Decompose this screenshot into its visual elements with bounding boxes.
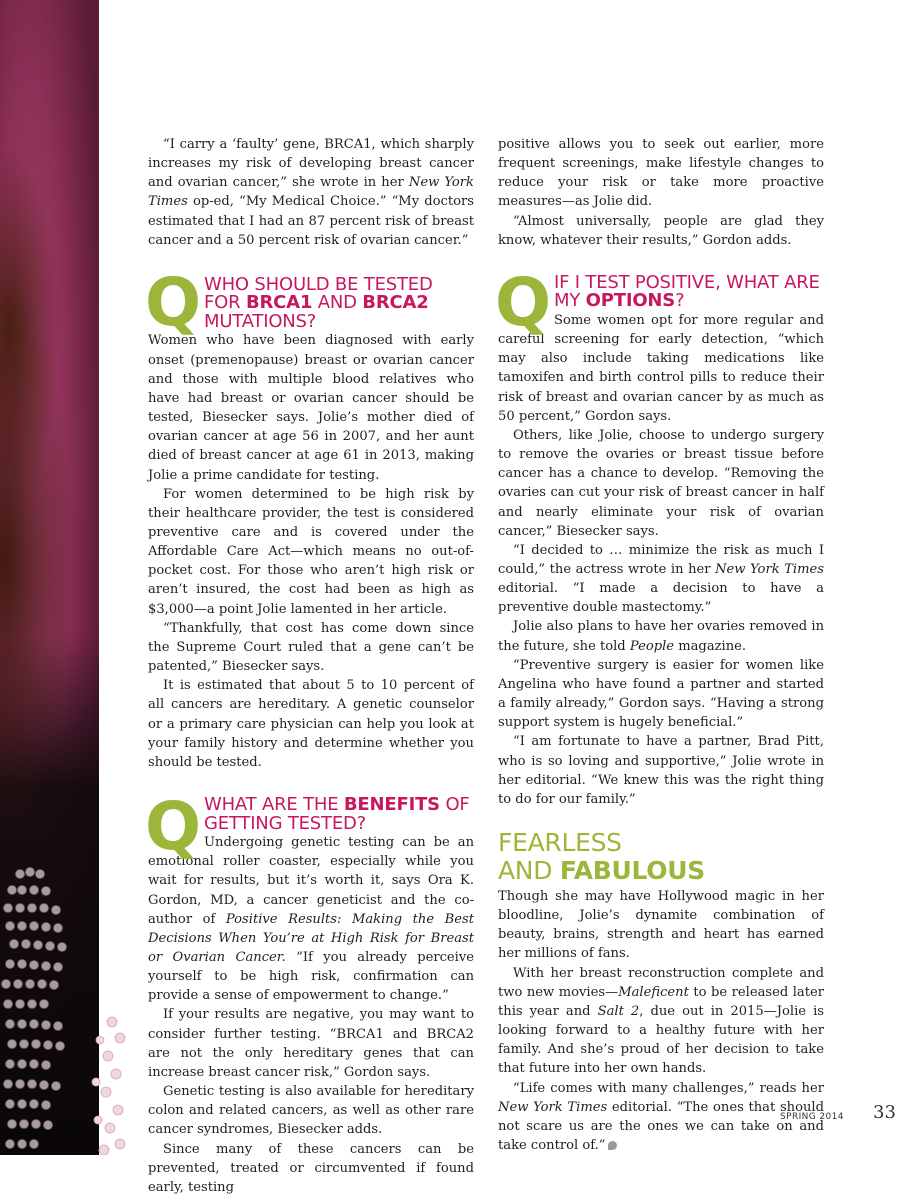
section-heading-fearless: FEARLESS AND FABULOUS	[498, 828, 705, 885]
dna-strand-graphic	[0, 860, 140, 1155]
body-paragraph: Some women opt for more regular and careful screening for early detection, “which may also include taking medications like tamoxifen and birth control pills to reduce their risk of breast and ovarian cancer by as much as 50 percent,” Gordon says.	[498, 312, 824, 424]
q-letter-icon: Q	[145, 263, 202, 341]
question-heading-who-should-be-tested: Q WHO SHOULD BE TESTED FOR BRCA1 AND BRCA2 MUTATIONS?	[145, 263, 433, 341]
page-number: 33	[873, 1102, 896, 1123]
body-paragraph: “Almost universally, people are glad they know, whatever their results,” Gordon adds.	[498, 213, 824, 248]
body-paragraph: “I carry a ‘faulty’ gene, BRCA1, which sharply increases my risk of developing breast cancer and ovarian cancer,” she wrote in her New York Times op-ed, “My Medical Choice.” “My doctors estimated that I had an 87 percent risk of breast cancer and a 50 percent risk of ovarian cancer.”	[148, 137, 474, 248]
left-column	[145, 135, 475, 1197]
question-heading-options: Q IF I TEST POSITIVE, WHAT ARE MY OPTIONS?	[495, 263, 820, 341]
body-paragraph: Others, like Jolie, choose to undergo surgery to remove the ovaries or breast tissue before cancer has a chance to develop. “Removing the ovaries can cut your risk of breast cancer in half and nearly eliminate your risk of ovarian cancer,” Biesecker says.	[498, 427, 824, 539]
body-paragraph: Women who have been diagnosed with early onset (premenopause) breast or ovarian cancer and those with multiple blood relatives who have had breast or ovarian cancer should be tested, Biesecker says. Jolie’s mother died of ovarian cancer at age 56 in 2007, and her aunt died of breast cancer at age 61 in 2013, making Jolie a prime candidate for testing.	[148, 333, 474, 483]
question-heading-benefits: Q WHAT ARE THE BENEFITS OF GETTING TESTED?	[145, 788, 470, 866]
body-paragraph: “Preventive surgery is easier for women like Angelina who have found a partner and started a family already,” Gordon says. “Having a strong support system is hugely beneficial.”	[498, 657, 824, 731]
body-paragraph: Though she may have Hollywood magic in her bloodline, Jolie’s dynamite combination of beauty, brains, strength and heart has earned her millions of fans.	[498, 889, 824, 962]
body-paragraph: positive allows you to seek out earlier, more frequent screenings, make lifestyle changes to reduce your risk or take more proactive measures—as Jolie did.	[498, 137, 824, 210]
right-column	[495, 135, 825, 1155]
end-mark-icon	[608, 1141, 617, 1150]
q-letter-icon: Q	[495, 263, 552, 341]
body-paragraph: “I decided to … minimize the risk as much I could,” the actress wrote in her New York Times editorial. “I made a decision to have a preventive double mastectomy.”	[498, 542, 824, 616]
body-paragraph: “Life comes with many challenges,” reads her New York Times editorial. “The ones that should not scare us are the ones we can take on and take control of.”	[498, 1080, 824, 1154]
body-paragraph: Jolie also plans to have her ovaries removed in the future, she told People magazine.	[498, 619, 824, 654]
body-paragraph: “I am fortunate to have a partner, Brad Pitt, who is so loving and supportive,” Jolie wrote in her editorial. “We knew this was the right thing to do for our family.”	[498, 734, 824, 807]
body-paragraph: If your results are negative, you may want to consider further testing. “BRCA1 and BRCA2 are not the only hereditary genes that can increase breast cancer risk,” Gordon says.	[148, 1007, 474, 1080]
q-letter-icon: Q	[145, 788, 202, 866]
body-paragraph: For women determined to be high risk by their healthcare provider, the test is considered preventive care and is covered under the Affordable Care Act—which means no out-of-pocket cost. For those who aren’t high risk or aren’t insured, the cost had been as high as $3,000—a point Jolie lamented in her article.	[148, 486, 474, 617]
body-paragraph: It is estimated that about 5 to 10 percent of all cancers are hereditary. A genetic counselor or a primary care physician can help you look at your family history and determine whether you should be tested.	[148, 678, 474, 770]
issue-label: SPRING 2014	[780, 1112, 844, 1122]
body-paragraph: Genetic testing is also available for hereditary colon and related cancers, as well as other rare cancer syndromes, Biesecker adds.	[148, 1084, 474, 1138]
body-paragraph: “Thankfully, that cost has come down since the Supreme Court ruled that a gene can’t be patented,” Biesecker says.	[148, 620, 474, 675]
body-paragraph: With her breast reconstruction complete and two new movies—Maleficent to be released later this year and Salt 2, due out in 2015—Jolie is looking forward to a healthy future with her family. And she’s proud of her decision to take that future into her own hands.	[498, 965, 825, 1077]
body-paragraph: Undergoing genetic testing can be an emotional roller coaster, especially while you wait for results, but it’s worth it, says Ora K. Gordon, MD, a cancer geneticist and the co-author of Positive Results: Making the Best Decisions When You’re at High Risk for Breast or Ovarian Cancer. “If you already perceive yourself to be high risk, confirmation can provide a sense of empowerment to change.”	[148, 835, 475, 1004]
body-paragraph: Since many of these cancers can be prevented, treated or circumvented if found early, testing	[148, 1141, 474, 1195]
